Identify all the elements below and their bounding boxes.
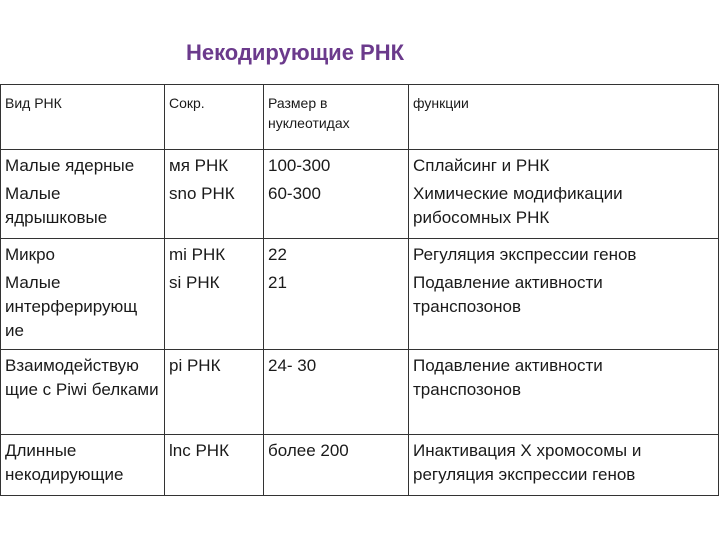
cell-size: 21 [264,271,409,350]
table-row [1,150,719,183]
table-row [1,350,719,435]
cell-rna-type: Малые ядерные [1,150,165,183]
header-size: Размер в нуклеотидах [264,85,409,150]
cell-rna-type: Малые интерферирующ ие [1,271,165,350]
cell-function: Химические модификации рибосомных РНК [409,182,719,239]
cell-function: Подавление активности транспозонов [409,271,719,350]
cell-rna-type: Микро [1,239,165,272]
cell-rna-type: Длинные некодирующие [1,435,165,496]
cell-rna-type: Малые ядрышковые [1,182,165,239]
cell-function: Инактивация Х хромосомы и регуляция экспрессии генов [409,435,719,496]
table-row [1,271,719,350]
header-rna-type: Вид РНК [1,85,165,150]
table-row [1,182,719,239]
cell-size: более 200 [264,435,409,496]
table-row [1,435,719,496]
cell-function: Подавление активности транспозонов [409,350,719,435]
table-row [1,239,719,272]
cell-rna-type: Взаимодействую щие с Piwi белками [1,350,165,435]
cell-abbreviation: si РНК [165,271,264,350]
cell-function: Регуляция экспрессии генов [409,239,719,272]
page-title: Некодирующие РНК [185,40,405,65]
cell-size: 22 [264,239,409,272]
cell-abbreviation: sno РНК [165,182,264,239]
rna-table [0,84,719,496]
cell-abbreviation: мя РНК [165,150,264,183]
table-header-row [1,85,719,150]
cell-abbreviation: pi РНК [165,350,264,435]
header-abbreviation: Сокр. [165,85,264,150]
cell-function: Сплайсинг и РНК [409,150,719,183]
cell-abbreviation: lnc РНК [165,435,264,496]
header-functions: функции [409,85,719,150]
cell-size: 60-300 [264,182,409,239]
cell-abbreviation: mi РНК [165,239,264,272]
cell-size: 24- 30 [264,350,409,435]
cell-size: 100-300 [264,150,409,183]
